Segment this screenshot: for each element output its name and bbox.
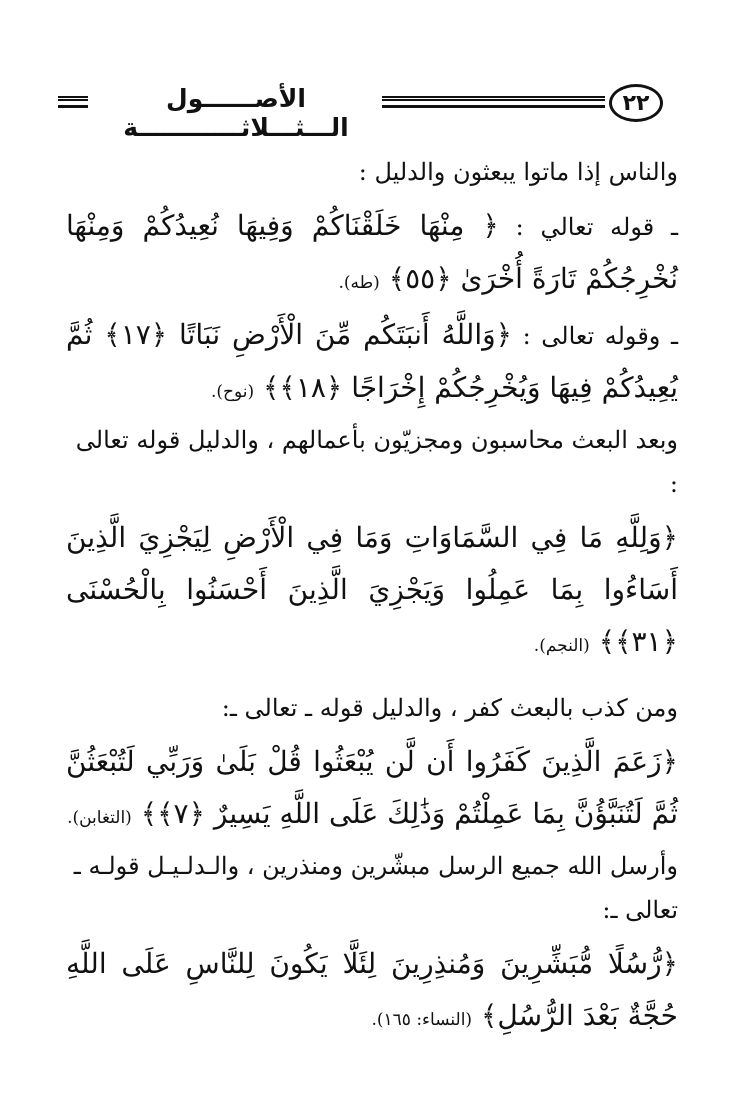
verse-text: ﴿وَاللَّهُ أَنبَتَكُم مِّنَ الْأَرْضِ نَبَاتًا ﴿١٧﴾ ثُمَّ يُعِيدُكُمْ فِيهَا وَيُخْرِجُكُمْ إِخْرَاجًا ﴿١٨﴾﴾ <box>66 318 678 404</box>
verse-text: ﴿زَعَمَ الَّذِينَ كَفَرُوا أَن لَّن يُبْعَثُوا قُلْ بَلَىٰ وَرَبِّي لَتُبْعَثُنَّ ثُمَّ لَتُنَبَّؤُنَّ بِمَا عَمِلْتُمْ وَذَٰلِكَ عَلَى اللَّهِ يَسِيرٌ ﴿٧﴾﴾ <box>66 745 678 830</box>
surah-reference: (النجم). <box>533 636 590 656</box>
verse-intro: ـ قوله تعالي : <box>498 213 679 241</box>
surah-reference: (النساء: ١٦٥). <box>371 1010 473 1030</box>
verse-najm <box>66 512 678 672</box>
verse-taghabun <box>66 736 678 844</box>
verse-text: ﴿ مِنْهَا خَلَقْنَاكُمْ وَفِيهَا نُعِيدُكُمْ وَمِنْهَا نُخْرِجُكُمْ تَارَةً أُخْرَىٰ ﴿٥٥﴾ <box>66 209 678 295</box>
surah-reference: (طه). <box>338 273 380 293</box>
header-rule <box>382 96 605 108</box>
paragraph-messengers: وأرسل الله جميع الرسل مبشّرين ومنذرين ، والـدلـيـل قولـه ـ تعالى ـ: <box>73 852 678 924</box>
surah-reference: (نوح). <box>210 382 255 402</box>
verse-intro: ـ وقوله تعالى : <box>512 322 679 350</box>
book-title: الأصــــــول الـــثـــلاثــــــــــــة <box>123 84 349 142</box>
header-rule-left <box>58 96 88 108</box>
page-number: ٢٢ <box>609 84 663 122</box>
paragraph-recompense: وبعد البعث محاسبون ومجزيّون بأعمالهم ، والدليل قوله تعالى : <box>75 426 678 498</box>
verse-text: ﴿وَلِلَّهِ مَا فِي السَّمَاوَاتِ وَمَا فِي الْأَرْضِ لِيَجْزِيَ الَّذِينَ أَسَاءُوا بِمَا عَمِلُوا وَيَجْزِيَ الَّذِينَ أَحْسَنُوا بِالْحُسْنَى ﴿٣١﴾﴾ <box>66 521 678 658</box>
verse-taha <box>66 200 678 309</box>
verse-text: ﴿رُّسُلًا مُّبَشِّرِينَ وَمُنذِرِينَ لِئَلَّا يَكُونَ لِلنَّاسِ عَلَى اللَّهِ حُجَّةٌ بَعْدَ الرُّسُلِ﴾ <box>66 947 678 1032</box>
verse-nisa <box>66 938 678 1046</box>
page-body <box>66 150 678 1046</box>
verse-nuh <box>66 309 678 418</box>
surah-reference: (التغابن). <box>67 808 132 828</box>
page-header <box>58 84 663 142</box>
paragraph-resurrection: والناس إذا ماتوا يبعثون والدليل : <box>358 158 678 186</box>
paragraph-denial: ومن كذب بالبعث كفر ، والدليل قوله ـ تعالى ـ: <box>221 694 678 722</box>
